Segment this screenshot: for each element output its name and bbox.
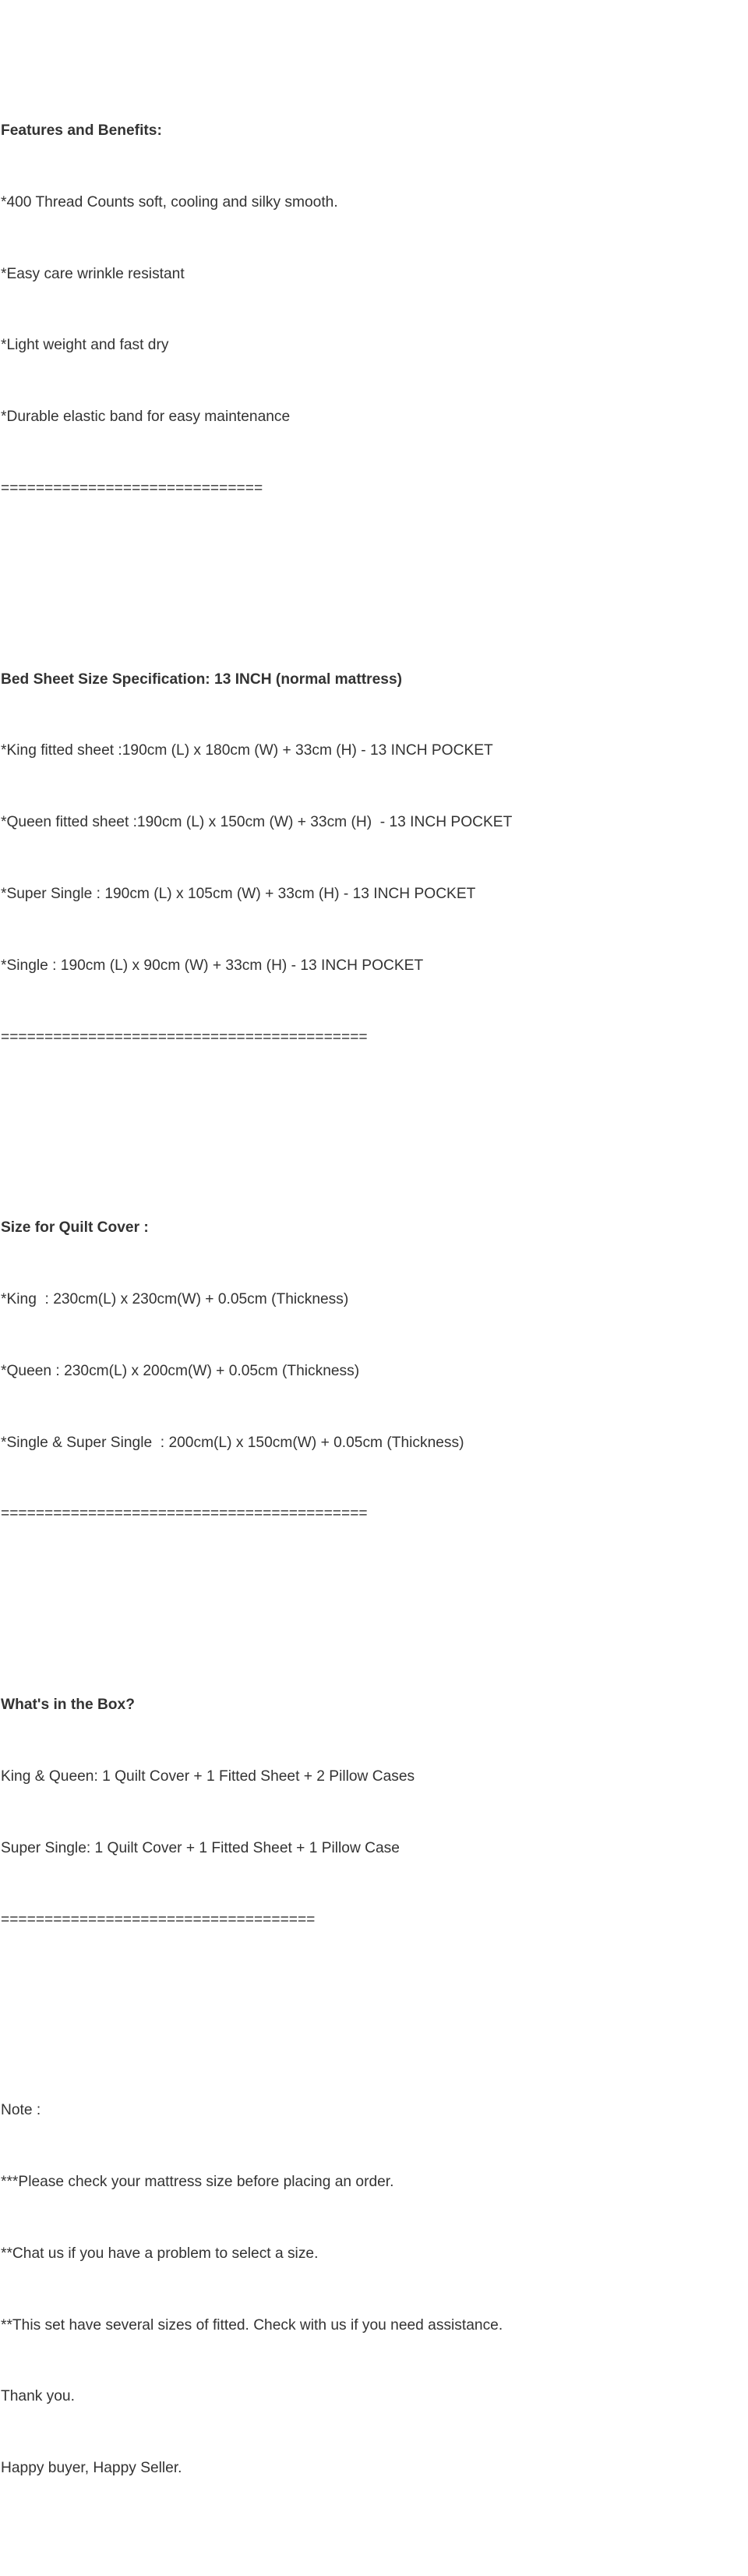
quilt-cover-size-item: *Single & Super Single : 200cm(L) x 150cm(W) + 0.05cm (Thickness) (1, 1434, 464, 1451)
closing-text: Thank you. (1, 2388, 75, 2405)
divider: ==================================== (1, 1911, 316, 1928)
features-heading: Features and Benefits: (1, 122, 162, 139)
quilt-cover-section (1, 1169, 745, 1574)
bed-sheet-section (1, 620, 745, 1097)
product-description (1, 0, 745, 2576)
divider: ========================================== (1, 1506, 368, 1523)
divider: ========================================== (1, 1028, 368, 1046)
bed-sheet-heading: Bed Sheet Size Specification: 13 INCH (normal mattress) (1, 671, 402, 688)
in-the-box-heading: What's in the Box? (1, 1697, 135, 1714)
bed-sheet-size-item: *Queen fitted sheet :190cm (L) x 150cm (W) + 33cm (H) - 13 INCH POCKET (1, 814, 513, 831)
closing-text: Happy buyer, Happy Seller. (1, 2460, 182, 2477)
quilt-cover-size-item: *Queen : 230cm(L) x 200cm(W) + 0.05cm (Thickness) (1, 1362, 360, 1379)
bed-sheet-size-item: *King fitted sheet :190cm (L) x 180cm (W) + 33cm (H) - 13 INCH POCKET (1, 742, 493, 759)
in-the-box-section (1, 1646, 745, 1980)
box-contents-item: King & Queen: 1 Quilt Cover + 1 Fitted Sheet + 2 Pillow Cases (1, 1767, 415, 1785)
quilt-cover-size-item: *King : 230cm(L) x 230cm(W) + 0.05cm (Thickness) (1, 1291, 349, 1308)
feature-item: *Light weight and fast dry (1, 337, 169, 354)
divider: ============================== (1, 479, 263, 497)
features-section (1, 72, 745, 549)
note-section (1, 2051, 745, 2528)
bed-sheet-size-item: *Single : 190cm (L) x 90cm (W) + 33cm (H) - 13 INCH POCKET (1, 957, 424, 974)
bed-sheet-size-item: *Super Single : 190cm (L) x 105cm (W) + 33cm (H) - 13 INCH POCKET (1, 885, 476, 902)
note-item: **This set have several sizes of fitted. Check with us if you need assistance. (1, 2316, 503, 2334)
feature-item: *Durable elastic band for easy maintenance (1, 409, 291, 426)
note-heading: Note : (1, 2102, 41, 2119)
note-item: **Chat us if you have a problem to select a size. (1, 2245, 319, 2262)
feature-item: *Easy care wrinkle resistant (1, 265, 185, 282)
feature-item: *400 Thread Counts soft, cooling and silky smooth. (1, 193, 338, 211)
quilt-cover-heading: Size for Quilt Cover : (1, 1219, 149, 1237)
box-contents-item: Super Single: 1 Quilt Cover + 1 Fitted Sheet + 1 Pillow Case (1, 1839, 400, 1856)
note-item: ***Please check your mattress size before placing an order. (1, 2174, 394, 2191)
